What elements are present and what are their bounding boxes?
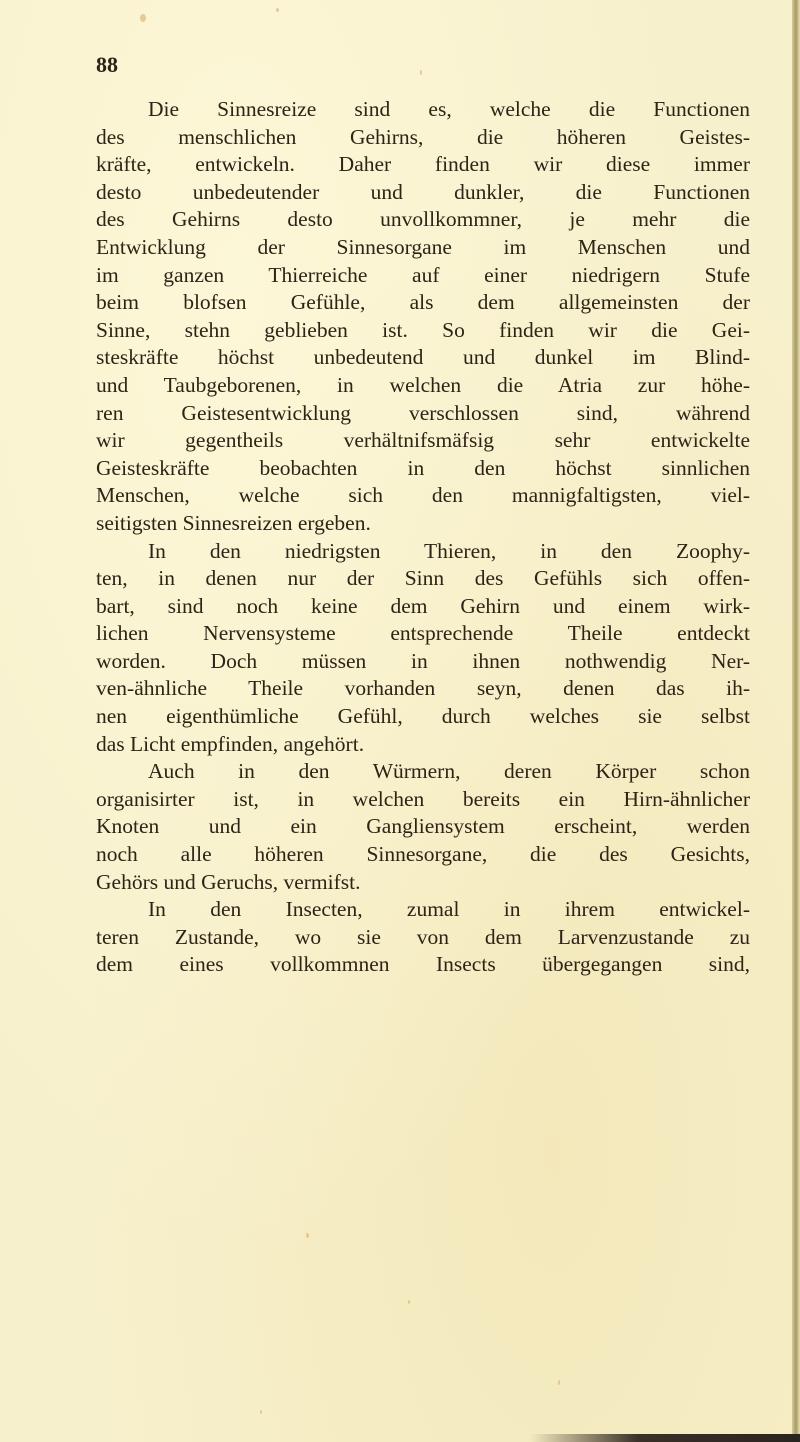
paper-speck — [260, 1410, 262, 1414]
text-line: Knoten und ein Gangliensystem erscheint, werden — [96, 814, 750, 839]
text-line: Geisteskräfte beobachten in den höchst sinnlichen — [96, 455, 750, 480]
paper-speck — [276, 8, 279, 12]
text-line: nen eigenthümliche Gefühl, durch welches sie selbst — [96, 704, 750, 729]
text-line: Auch in den Würmern, deren Körper schon — [148, 759, 750, 784]
text-line: Sinne, stehn geblieben ist. So finden wir die Gei- — [96, 317, 750, 342]
text-line: lichen Nervensysteme entsprechende Theile entdeckt — [96, 621, 750, 646]
text-line: ren Geistesentwicklung verschlossen sind, während — [96, 400, 750, 425]
text-line: Die Sinnesreize sind es, welche die Functionen — [148, 97, 750, 121]
text-line: teren Zustande, wo sie von dem Larvenzustande zu — [96, 924, 750, 949]
text-line: organisirter ist, in welchen bereits ein Hirn-ähnlicher — [96, 786, 750, 811]
paper-speck — [558, 1380, 560, 1385]
text-line: beim blofsen Gefühle, als dem allgemeinsten der — [96, 290, 750, 315]
text-line: Gehörs und Geruchs, vermifst. — [96, 869, 361, 894]
text-line: und Taubgeborenen, in welchen die Atria zur höhe- — [96, 372, 750, 397]
text-line: des menschlichen Gehirns, die höheren Geistes- — [96, 124, 750, 149]
text-line: ven-ähnliche Theile vorhanden seyn, denen das ih- — [96, 676, 750, 701]
page-bottom-shadow — [530, 1434, 800, 1442]
text-line: Entwicklung der Sinnesorgane im Menschen und — [96, 234, 750, 259]
paragraph-4 — [96, 896, 750, 979]
text-line: steskräfte höchst unbedeutend und dunkel im Blind- — [96, 345, 750, 370]
paragraph-3 — [96, 758, 750, 896]
text-line: kräfte, entwickeln. Daher finden wir diese immer — [96, 152, 750, 177]
paper-speck — [140, 14, 146, 22]
text-line: worden. Doch müssen in ihnen nothwendig Ner- — [96, 648, 750, 673]
text-line: noch alle höheren Sinnesorgane, die des Gesichts, — [96, 842, 750, 867]
body-text — [96, 96, 750, 979]
text-line: wir gegentheils verhältnifsmäfsig sehr entwickelte — [96, 428, 750, 453]
text-line: In den niedrigsten Thieren, in den Zoophy- — [148, 538, 750, 563]
page-number: 88 — [96, 52, 118, 77]
text-line: seitigsten Sinnesreizen ergeben. — [96, 510, 371, 535]
page-spine-edge — [792, 0, 800, 1442]
text-line: im ganzen Thierreiche auf einer niedrigern Stufe — [96, 262, 750, 287]
text-line: ten, in denen nur der Sinn des Gefühls sich offen- — [96, 566, 750, 591]
text-line: In den Insecten, zumal in ihrem entwickel- — [148, 897, 750, 922]
text-line: desto unbedeutender und dunkler, die Functionen — [96, 179, 750, 204]
text-line: des Gehirns desto unvollkommner, je mehr die — [96, 207, 750, 232]
text-line: bart, sind noch keine dem Gehirn und einem wirk- — [96, 593, 750, 618]
paper-speck — [420, 70, 422, 75]
text-line: Menschen, welche sich den mannigfaltigsten, viel- — [96, 483, 750, 508]
paragraph-2 — [96, 538, 750, 759]
text-line: das Licht empfinden, angehört. — [96, 731, 365, 756]
paper-speck — [306, 1233, 309, 1238]
text-line: dem eines vollkommnen Insects übergegangen sind, — [96, 952, 750, 977]
paper-speck — [408, 1300, 410, 1304]
paragraph-1 — [96, 96, 750, 538]
